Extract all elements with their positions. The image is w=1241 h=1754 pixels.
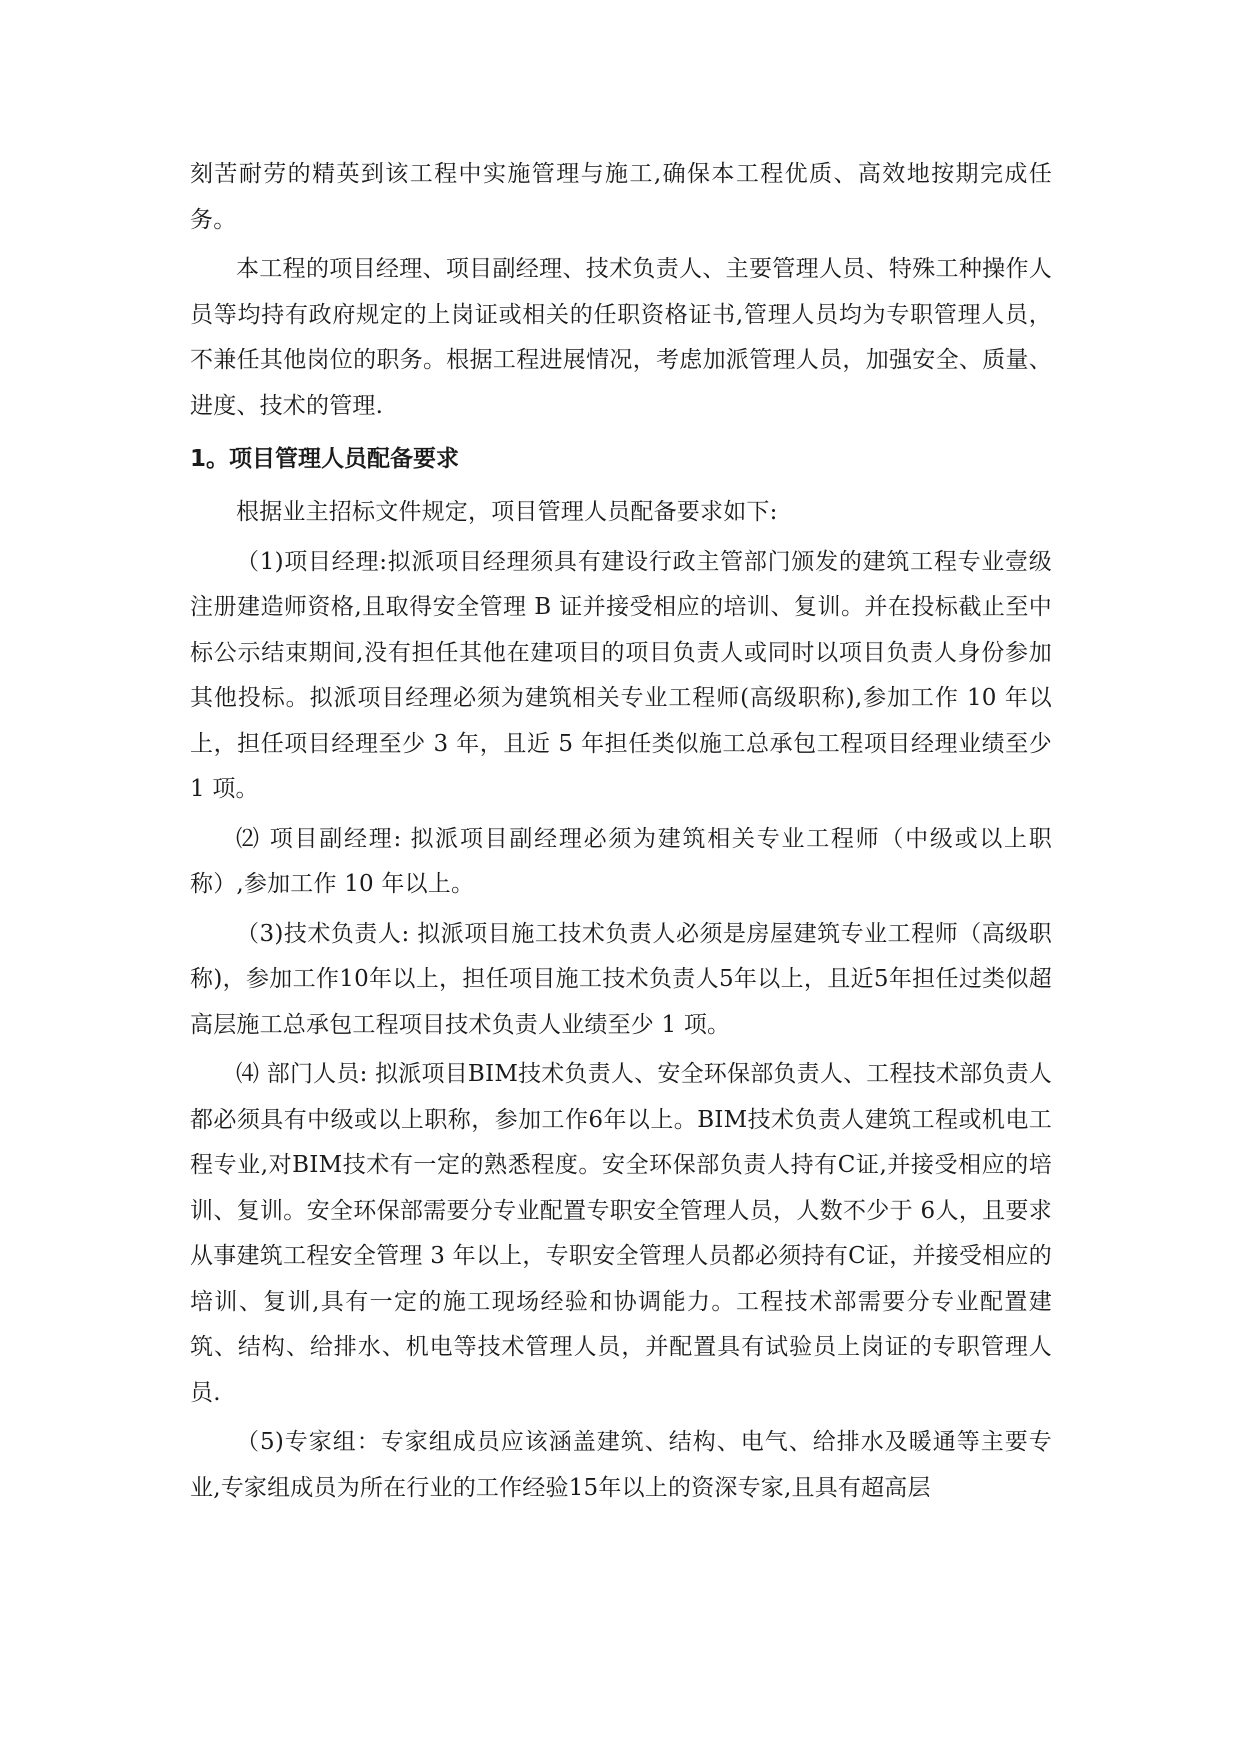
paragraph-personnel-certification: 本工程的项目经理、项目副经理、技术负责人、主要管理人员、特殊工种操作人员等均持有政府规定的上岗证或相关的任职资格证书,管理人员均为专职管理人员，不兼任其他岗位的职务。根据工程进展情况，考虑加派管理人员，加强安全、质量、进度、技术的管理.	[190, 256, 1052, 419]
paragraph-technical-lead: （3)技术负责人: 拟派项目施工技术负责人必须是房屋建筑专业工程师（高级职称)，参加工作10年以上，担任项目施工技术负责人5年以上，且近5年担任过类似超高层施工总承包工程项目技术负责人业绩至少 1 项。	[190, 920, 1052, 1038]
paragraph-requirements-intro: 根据业主招标文件规定，项目管理人员配备要求如下:	[236, 499, 778, 525]
paragraph-project-manager: （1)项目经理:拟派项目经理须具有建设行政主管部门颁发的建筑工程专业壹级注册建造师资格,且取得安全管理 B 证并接受相应的培训、复训。并在投标截止至中标公示结束期间,没有担任其他在建项目的项目负责人或同时以项目负责人身份参加其他投标。拟派项目经理必须为建筑相关专业工程师(高级职称),参加工作 10 年以上，担任项目经理至少 3 年，且近 5 年担任类似施工总承包工程项目经理业绩至少 1 项。	[190, 548, 1052, 802]
paragraph-deputy-manager: ⑵ 项目副经理: 拟派项目副经理必须为建筑相关专业工程师（中级或以上职称）,参加工作 10 年以上。	[190, 825, 1052, 897]
section-heading: 1。项目管理人员配备要求	[190, 446, 460, 472]
paragraph-expert-group: （5)专家组：专家组成员应该涵盖建筑、结构、电气、给排水及暖通等主要专业,专家组成员为所在行业的工作经验15年以上的资深专家,且具有超高层	[190, 1429, 1052, 1501]
paragraph-continuation: 刻苦耐劳的精英到该工程中实施管理与施工,确保本工程优质、高效地按期完成任务。	[190, 161, 1052, 233]
paragraph-department-staff: ⑷ 部门人员: 拟派项目BIM技术负责人、安全环保部负责人、工程技术部负责人都必须具有中级或以上职称，参加工作6年以上。BIM技术负责人建筑工程或机电工程专业,对BIM技术有一定的熟悉程度。安全环保部负责人持有C证,并接受相应的培训、复训。安全环保部需要分专业配置专职安全管理人员，人数不少于 6人，且要求从事建筑工程安全管理 3 年以上，专职安全管理人员都必须持有C证，并接受相应的培训、复训,具有一定的施工现场经验和协调能力。工程技术部需要分专业配置建筑、结构、给排水、机电等技术管理人员，并配置具有试验员上岗证的专职管理人员.	[190, 1061, 1052, 1406]
document-page	[190, 152, 1052, 1515]
